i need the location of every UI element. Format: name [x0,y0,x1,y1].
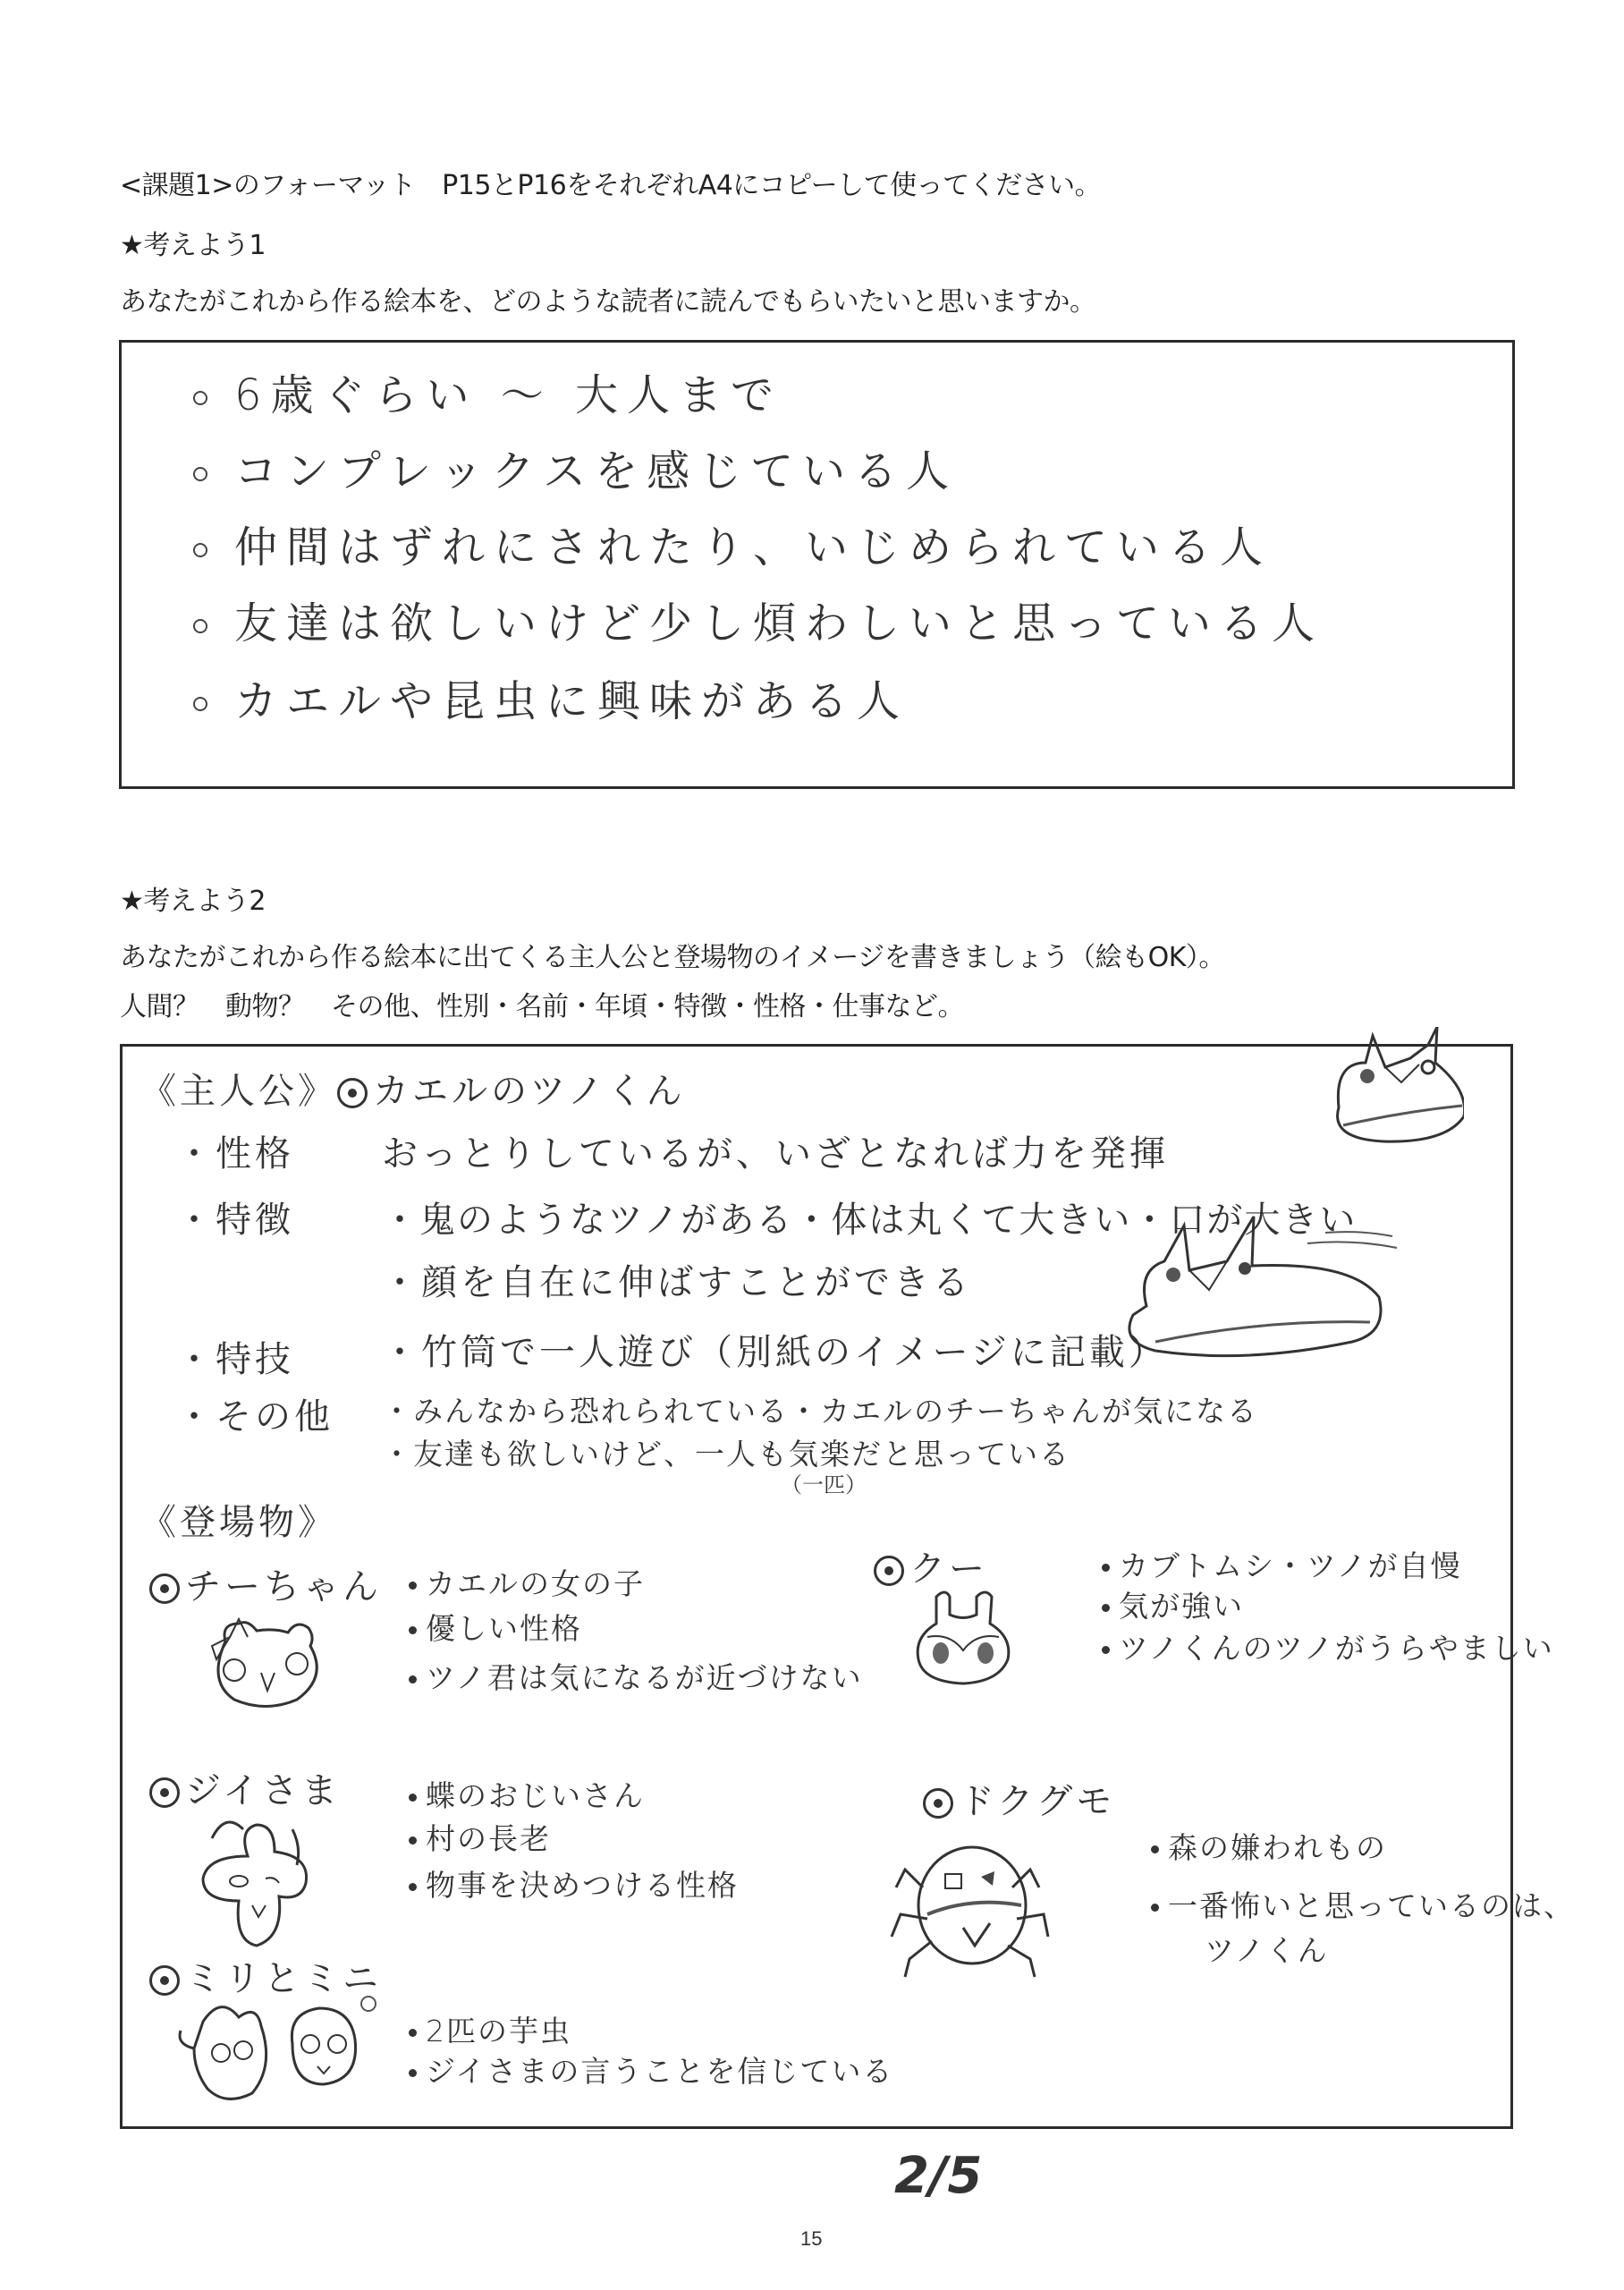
miri-mini-caterpillar-sketch-icon [167,1995,391,2111]
bullet-dot-icon [1151,1904,1159,1912]
protagonist-label-features: ・特徴 [176,1200,294,1241]
section2-question-line1: あなたがこれから作る絵本に出てくる主人公と登場物のイメージを書きましょう（絵もOK）。 [120,942,1225,973]
trait-item: ツノくんのツノがうらやましい [1102,1625,1554,1667]
trait-item: ツノ君は気になるが近づけない [409,1655,863,1697]
trait-item: 一番怖いと思っているのは、 [1151,1883,1575,1925]
trait-item: 2匹の芋虫 [409,2008,571,2050]
character-name-miri-mini: ミリとミニ [149,1950,382,2001]
dokugumo-spider-sketch-icon [878,1834,1057,1986]
character-name-chichan: チーちゃん [149,1558,382,1609]
section1-title: ★考えよう1 [120,230,266,261]
protagonist-label-other: ・その他 [176,1396,334,1438]
target-bullet-icon [149,1965,180,1996]
character-name-dokugumo: ドクグモ [923,1773,1115,1824]
answer-item: 仲間はずれにされたり、いじめられている人 [193,513,1272,574]
protagonist-label-skill: ・特技 [176,1339,294,1380]
page-number: 15 [800,2227,823,2250]
protagonist-other: ・みんなから恐れられている・カエルのチーちゃんが気になる [382,1394,1258,1429]
trait-item: カブトムシ・ツノが自慢 [1102,1543,1462,1585]
answer-item: コンプレックスを感じている人 [193,437,958,498]
ku-beetle-sketch-icon [909,1583,1017,1691]
protagonist-label-personality: ・性格 [176,1133,294,1175]
answer-item: 友達は欲しいけど少し煩わしいと思っている人 [193,589,1324,650]
target-bullet-icon [874,1556,904,1586]
character-name-jiisama: ジイさま [149,1762,341,1813]
chichan-frog-sketch-icon [194,1606,328,1713]
bullet-dot-icon [1151,1845,1159,1853]
character-name-ku: クー [874,1540,988,1591]
circle-bullet-icon [193,467,207,481]
bullet-dot-icon [409,2029,417,2037]
trait-item: 優しい性格 [409,1606,582,1648]
protagonist-annotation: （一匹） [781,1472,867,1497]
target-bullet-icon [149,1777,180,1808]
answer-item: 6歳ぐらい ～ 大人まで [193,360,782,422]
section1-answer-box [119,340,1515,789]
bullet-dot-icon [1102,1604,1110,1612]
trait-item: 気が強い [1102,1583,1244,1625]
protagonist-feature: ・顔を自在に伸ばすことができる [382,1262,972,1303]
bullet-dot-icon [1102,1646,1110,1654]
protagonist-other: ・友達も欲しいけど、一人も気楽だと思っている [382,1437,1070,1472]
trait-item: ツノくん [1205,1933,1329,1968]
circle-bullet-icon [193,391,207,405]
bullet-dot-icon [409,1794,417,1802]
protagonist-heading: 《主人公》 カエルのツノくん [140,1071,686,1112]
target-bullet-icon [923,1788,953,1819]
circle-bullet-icon [193,543,207,557]
section2-title: ★考えよう2 [120,886,266,917]
stretched-frog-sketch-icon [1084,1208,1406,1378]
bullet-dot-icon [409,1883,417,1891]
section1-question: あなたがこれから作る絵本を、どのような読者に読んでもらいたいと思いますか。 [120,286,1096,318]
characters-heading: 《登場物》 [140,1502,337,1543]
bullet-dot-icon [1102,1564,1110,1572]
circle-bullet-icon [193,697,207,711]
protagonist-name: カエルのツノくん [373,1071,686,1112]
protagonist-feature: ・鬼のようなツノがある・体は丸くて大きい・口が大きい [382,1200,1358,1241]
trait-item: ジイさまの言うことを信じている [409,2048,893,2091]
trait-item: カエルの女の子 [409,1561,645,1603]
bullet-dot-icon [409,2069,417,2077]
section2-answer-box [120,1044,1575,2129]
bullet-dot-icon [409,1836,417,1845]
circle-bullet-icon [193,619,207,633]
bullet-dot-icon [409,1626,417,1634]
frog-sketch-icon [1312,1027,1464,1161]
bullet-dot-icon [409,1675,417,1684]
target-bullet-icon [149,1573,180,1604]
answer-item: カエルや昆虫に興味がある人 [193,666,909,728]
bullet-dot-icon [409,1582,417,1590]
trait-item: 村の長老 [409,1816,551,1858]
jiisama-butterfly-sketch-icon [185,1811,319,1955]
protagonist-personality: おっとりしているが、いざとなれば力を発揮 [382,1133,1169,1175]
target-bullet-icon [337,1078,368,1108]
handwritten-page-mark: 2/5 [894,2147,983,2205]
trait-item: 物事を決めつける性格 [409,1862,739,1904]
protagonist-skill: ・竹筒で一人遊び（別紙のイメージに記載） [382,1332,1168,1373]
trait-item: 森の嫌われもの [1151,1825,1387,1867]
trait-item: 蝶のおじいさん [409,1773,645,1815]
section2-question-line2: 人間？ 動物？ その他、性別・名前・年頃・特徴・性格・仕事など。 [120,991,964,1022]
format-instruction: <課題1>のフォーマット P15とP16をそれぞれA4にコピーして使ってください。 [120,170,1102,201]
